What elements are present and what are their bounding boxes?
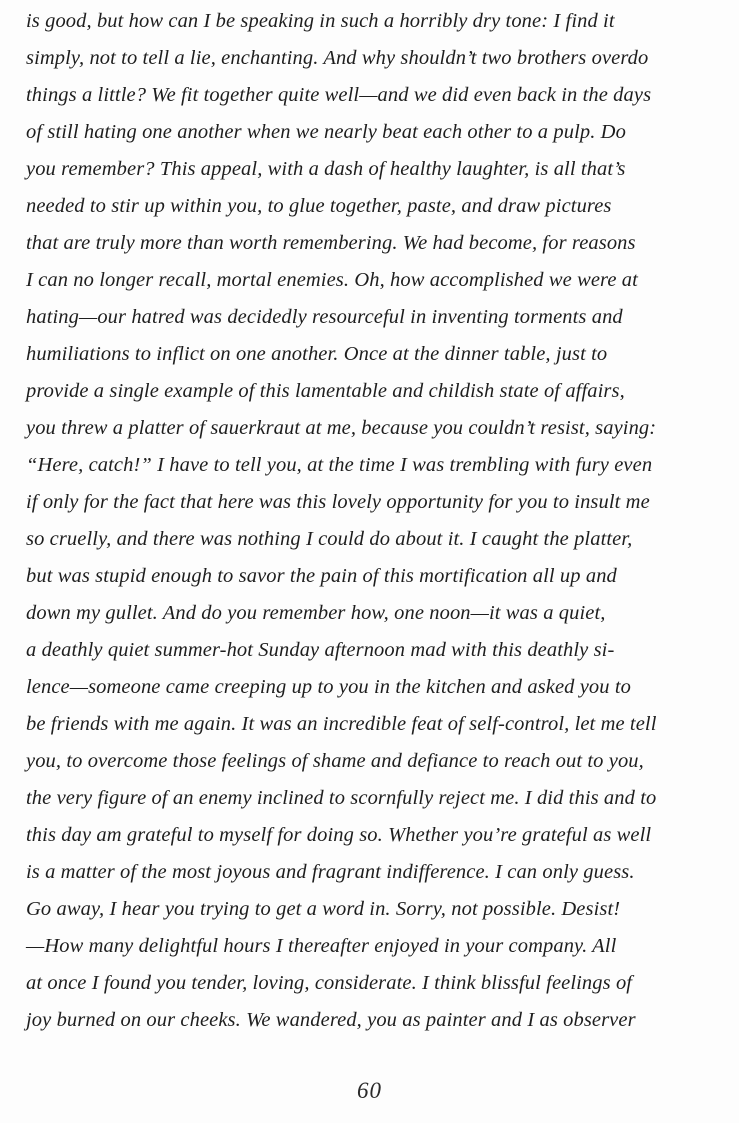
text-line: of still hating one another when we nearly beat each other to a pulp. Do — [26, 121, 626, 143]
text-line: so cruelly, and there was nothing I could do about it. I caught the platter, — [26, 528, 633, 550]
text-line: needed to stir up within you, to glue together, paste, and draw pictures — [26, 195, 612, 217]
text-line: Go away, I hear you trying to get a word in. Sorry, not possible. Desist! — [26, 898, 621, 920]
text-line: humiliations to inflict on one another. Once at the dinner table, just to — [26, 343, 608, 365]
text-line: provide a single example of this lamentable and childish state of affairs, — [26, 380, 625, 402]
text-line: “Here, catch!” I have to tell you, at the time I was trembling with fury even — [26, 454, 653, 476]
text-line: —How many delightful hours I thereafter enjoyed in your company. All — [26, 935, 617, 957]
text-line: the very figure of an enemy inclined to scornfully reject me. I did this and to — [26, 787, 657, 809]
text-line: down my gullet. And do you remember how, one noon—it was a quiet, — [26, 602, 606, 624]
page-number: 60 — [357, 1078, 382, 1103]
text-line: simply, not to tell a lie, enchanting. And why shouldn’t two brothers overdo — [26, 47, 649, 69]
text-line: you threw a platter of sauerkraut at me, because you couldn’t resist, saying: — [26, 417, 657, 439]
text-line: but was stupid enough to savor the pain of this mortification all up and — [26, 565, 617, 587]
text-line: hating—our hatred was decidedly resourceful in inventing torments and — [26, 306, 623, 328]
page-footer — [0, 1078, 739, 1104]
text-line: is good, but how can I be speaking in such a horribly dry tone: I find it — [26, 10, 615, 32]
text-line: that are truly more than worth remembering. We had become, for reasons — [26, 232, 636, 254]
text-line: is a matter of the most joyous and fragrant indifference. I can only guess. — [26, 861, 635, 883]
text-line: I can no longer recall, mortal enemies. Oh, how accomplished we were at — [26, 269, 638, 291]
page-text — [26, 3, 710, 1039]
text-line: a deathly quiet summer-hot Sunday afternoon mad with this deathly si- — [26, 639, 615, 661]
text-line: lence—someone came creeping up to you in the kitchen and asked you to — [26, 676, 632, 698]
text-line: joy burned on our cheeks. We wandered, you as painter and I as observer — [26, 1009, 636, 1031]
text-line: this day am grateful to myself for doing so. Whether you’re grateful as well — [26, 824, 652, 846]
text-line: be friends with me again. It was an incredible feat of self-control, let me tell — [26, 713, 657, 735]
text-line: at once I found you tender, loving, considerate. I think blissful feelings of — [26, 972, 633, 994]
text-line: you, to overcome those feelings of shame and defiance to reach out to you, — [26, 750, 644, 772]
text-line: if only for the fact that here was this lovely opportunity for you to insult me — [26, 491, 650, 513]
text-line: things a little? We fit together quite well—and we did even back in the days — [26, 84, 652, 106]
text-line: you remember? This appeal, with a dash of healthy laughter, is all that’s — [26, 158, 626, 180]
